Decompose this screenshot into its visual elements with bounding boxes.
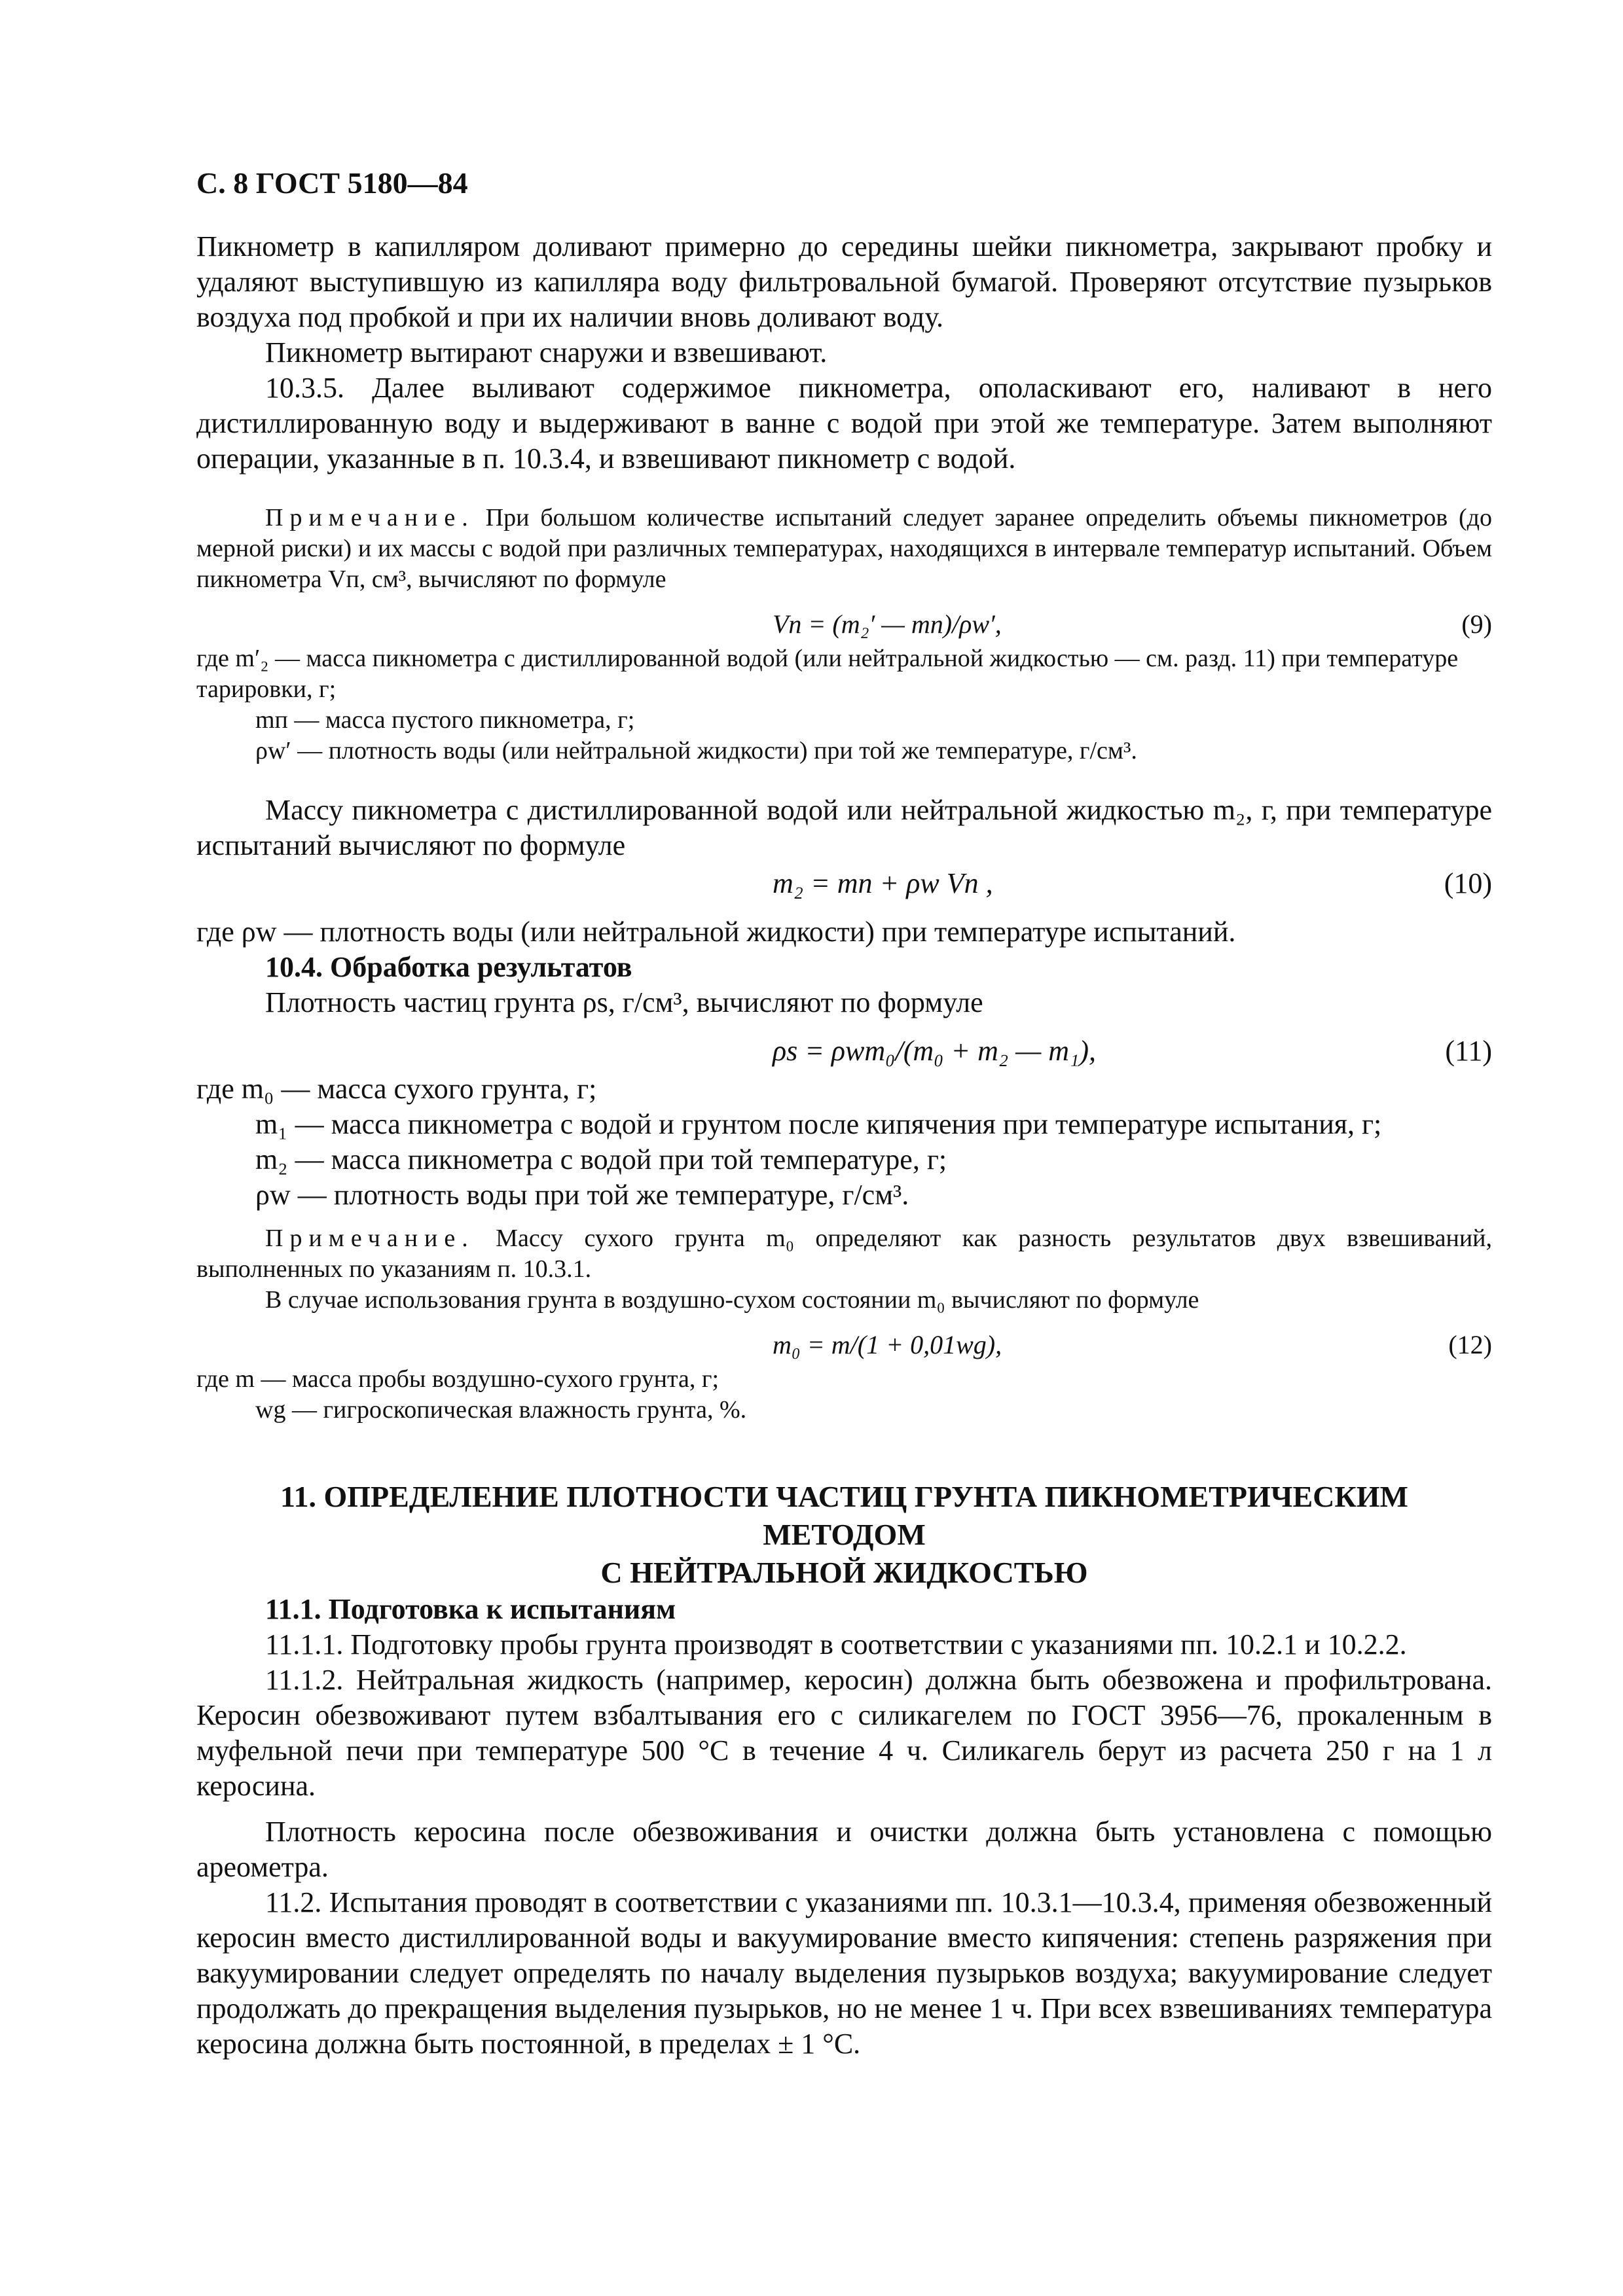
definition-m-empty: mп — масса пустого пикнометра, г; [255, 706, 635, 734]
paragraph-10-3-5: 10.3.5. Далее выливают содержимое пикнометра, ополаскивают его, наливают в него дистиллированную воду и выдерживают в ванне с водой при этой же температуре. Затем выполняют операции, указанные в п. 10.3.4, и взвешивают пикнометр с водой. [196, 372, 1492, 475]
paragraph-particle-density: Плотность частиц грунта ρs, г/см³, вычисляют по формуле [265, 986, 983, 1018]
formula-row-12 [196, 1326, 1492, 1364]
paragraph-kerosene-density: Плотность керосина после обезвоживания и очистки должна быть установлена с помощью ареометра. [196, 1816, 1492, 1883]
definitions-9 [196, 643, 1492, 766]
definition-m2-prime: где m′₂ — масса пикнометра с дистиллированной водой (или нейтральной жидкостью — см. разд. 11) при температуре тарировки, г; [196, 645, 1459, 703]
paragraph-11-1-2: 11.1.2. Нейтральная жидкость (например, керосин) должна быть обезвожена и профильтрована. Керосин обезвоживают путем взбалтывания его с силикагелем по ГОСТ 3956—76, прокаленным в муфельной печи при температуре 500 °С в течение 4 ч. Силикагель берут из расчета 250 г на 1 л керосина. [196, 1664, 1492, 1802]
equation-number-12: (12) [1448, 1330, 1492, 1359]
equation-number-11: (11) [1445, 1035, 1492, 1067]
paragraph-11-1-1: 11.1.1. Подготовку пробы грунта производят в соответствии с указаниями пп. 10.2.1 и 10.2.2. [265, 1628, 1407, 1660]
formula-10: m₂ = mп + ρw Vп , [773, 867, 993, 899]
formula-row-10 [196, 863, 1492, 904]
definition-rho-w: ρw — плотность воды при той же температуре, г/см³. [255, 1179, 909, 1211]
note-text: При большом количестве испытаний следует заранее определить объемы пикнометров (до мерной риски) и их массы с водой при различных температурах, находящихся в интервале температур испытаний. Объем пикнометра Vп, см³, вычисляют по формуле [196, 504, 1493, 593]
equation-number-9: (9) [1461, 609, 1492, 639]
note-label: Примечание. [265, 1225, 475, 1252]
definitions-11 [196, 1071, 1492, 1213]
heading-10-4: 10.4. Обработка результатов [265, 951, 632, 983]
note-text: Массу сухого грунта m₀ определяют как разность результатов двух взвешиваний, выполненных по указаниям п. 10.3.1. [196, 1225, 1492, 1283]
formula-9: Vп = (m₂′ — mп)/ρw′, [773, 609, 1002, 639]
running-header: С. 8 ГОСТ 5180—84 [196, 166, 468, 200]
heading-11-1: 11.1. Подготовка к испытаниям [265, 1593, 676, 1625]
definition-m1: m₁ — масса пикнометра с водой и грунтом после кипячения при температуре испытания, г; [255, 1108, 1382, 1140]
equation-number-10: (10) [1444, 867, 1492, 899]
paragraph-air-dry: В случае использования грунта в воздушно-сухом состоянии m₀ вычисляют по формуле [265, 1286, 1199, 1314]
definitions-12 [196, 1364, 1492, 1426]
formula-row-9 [196, 605, 1492, 643]
definition-m2: m₂ — масса пикнометра с водой при той температуре, г; [255, 1143, 947, 1175]
note-dry-mass [196, 1223, 1492, 1285]
definition-rho-w-prime: ρw′ — плотность воды (или нейтральной жидкости) при той же температуре, г/см³. [255, 737, 1137, 764]
definition-wg: wg — гигроскопическая влажность грунта, %. [255, 1396, 747, 1424]
formula-row-11 [196, 1031, 1492, 1071]
section-11-heading [196, 1478, 1492, 1592]
paragraph-mass-m2: Массу пикнометра с дистиллированной водой или нейтральной жидкостью m₂, г, при температуре испытаний вычисляют по формуле [196, 794, 1492, 861]
definition-m: где m — масса пробы воздушно-сухого грунта, г; [196, 1365, 720, 1393]
section-11-title-line1: 11. ОПРЕДЕЛЕНИЕ ПЛОТНОСТИ ЧАСТИЦ ГРУНТА ПИКНОМЕТРИЧЕСКИМ МЕТОДОМ [280, 1480, 1408, 1551]
note-volumes [196, 503, 1492, 595]
section-11-title-line2: С НЕЙТРАЛЬНОЙ ЖИДКОСТЬЮ [600, 1556, 1088, 1589]
paragraph-wipe-weigh: Пикнометр вытирают снаружи и взвешивают. [265, 336, 828, 368]
paragraph-rho-w-definition: где ρw — плотность воды (или нейтральной жидкости) при температуре испытаний. [196, 916, 1236, 948]
formula-12: m₀ = m/(1 + 0,01wg), [773, 1330, 1002, 1359]
paragraph-11-2: 11.2. Испытания проводят в соответствии с указаниями пп. 10.3.1—10.3.4, применяя обезвоженный керосин вместо дистиллированной воды и вакуумирование вместо кипячения: степень разряжения при вакуумировании следует определять по началу выделения пузырьков воздуха; вакуумирование следует продолжать до прекращения выделения пузырьков, но не менее 1 ч. При всех взвешиваниях температура керосина должна быть постоянной, в пределах ± 1 °С. [196, 1886, 1492, 2060]
definition-m0: где m₀ — масса сухого грунта, г; [196, 1073, 597, 1105]
paragraph-pycnometer-fill: Пикнометр в капилляром доливают примерно до середины шейки пикнометра, закрывают пробку и удаляют выступившую из капилляра воду фильтровальной бумагой. Проверяют отсутствие пузырьков воздуха под пробкой и при их наличии вновь доливают воду. [196, 230, 1492, 333]
formula-11: ρs = ρwm₀/(m₀ + m₂ — m₁), [773, 1035, 1097, 1067]
note-label: Примечание. [265, 504, 475, 531]
